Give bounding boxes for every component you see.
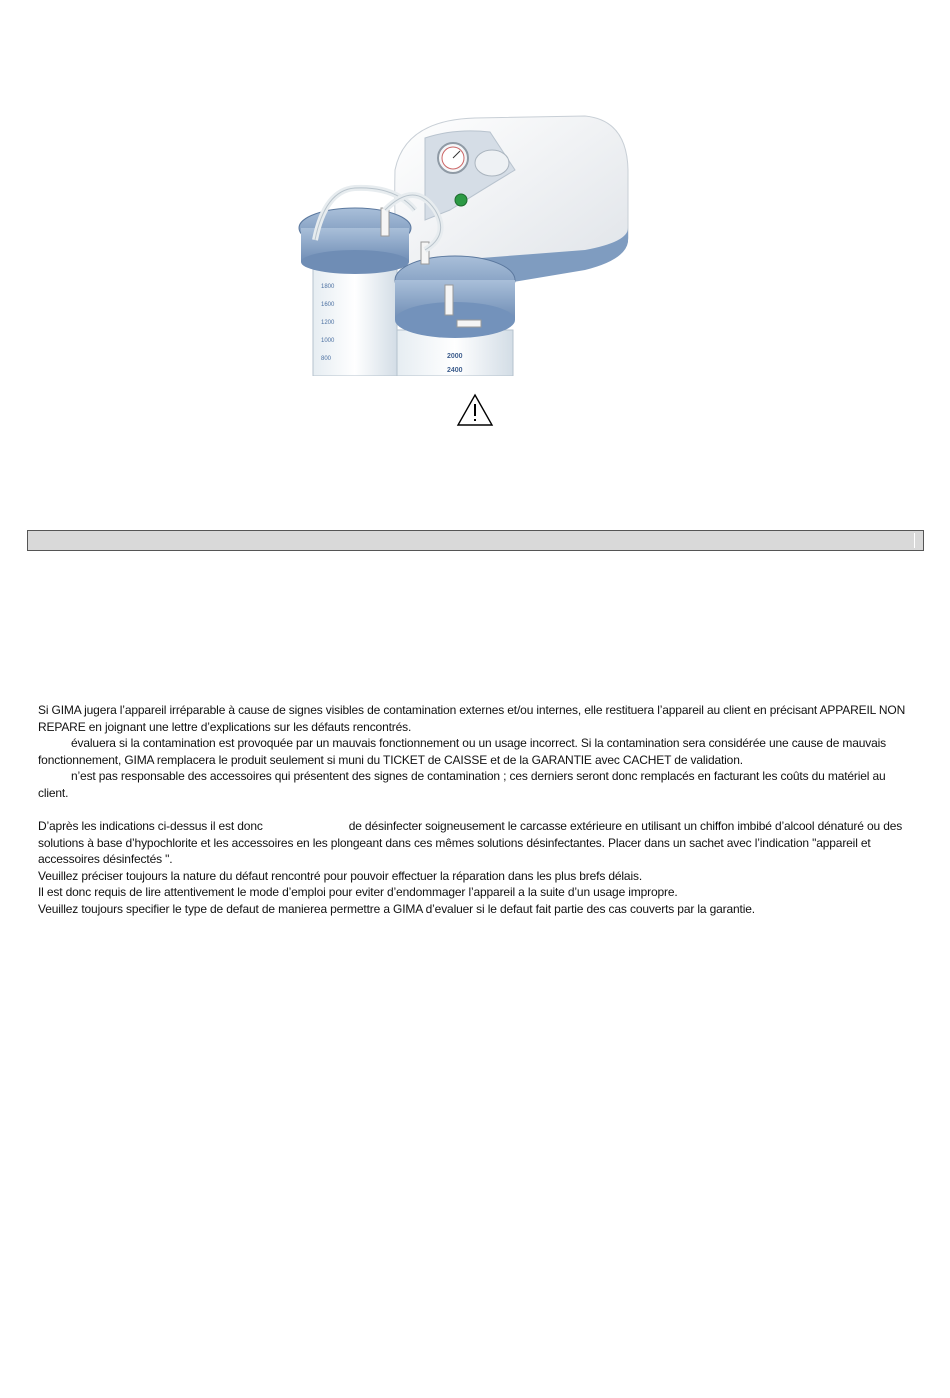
svg-text:2400: 2400 [447,367,463,374]
svg-text:1000: 1000 [321,338,335,344]
notice-paragraph-3 [38,768,918,801]
instructions-paragraph-1-start: D’après les indications ci-dessus il est donc [38,819,263,833]
instructions-paragraph-1 [38,818,918,868]
svg-text:800: 800 [321,356,332,362]
contamination-notice [38,702,918,801]
instructions-paragraph-1-end: de désinfecter soigneusement le carcasse extérieure en utilisant un chiffon imbibé d’alcool dénaturé ou des solutions à base d’hypochlorite et les accessoires en les plongeant dans ces mêmes solutions désinfectantes. Placer dans un sachet avec l’indication "appareil et accessoires désinfectés ". [38,819,903,866]
instructions-paragraph-3: Il est donc requis de lire attentivement le mode d’emploi pour eviter d’endommager l’appareil a la suite d’un usage impropre. [38,885,678,899]
notice-paragraph-2-text: évaluera si la contamination est provoquée par un mauvais fonctionnement ou un usage incorrect. Si la contamination sera considérée une cause de mauvais fonctionnement, GIMA remplacera le produit seulement si muni du TICKET de CAISSE et de la GARANTIE avec CACHET de validation. [38,736,887,767]
instructions-paragraph-2: Veuillez préciser toujours la nature du défaut rencontré pour pouvoir effectuer la réparation dans les plus brefs délais. [38,868,642,883]
notice-paragraph-2 [38,735,918,768]
instructions-paragraph-4: Veuillez toujours specifier le type de defaut de manierea permettre a GIMA d’evaluer si le defaut fait partie des cas couverts par la garantie. [38,901,755,916]
svg-text:2000: 2000 [447,353,463,360]
warning-triangle-icon [456,393,494,427]
product-image [285,110,630,376]
notice-paragraph-1: Si GIMA jugera l’appareil irréparable à cause de signes visibles de contamination externes et/ou internes, elle restituera l’appareil au client en précisant APPAREIL NON REPARE en joignant une lettre d’explications sur les défauts rencontrés. [38,703,906,734]
svg-text:1600: 1600 [321,302,335,308]
svg-text:1200: 1200 [321,320,335,326]
section-header-divider [914,533,915,548]
disinfection-instructions [38,818,918,917]
svg-text:1800: 1800 [321,284,335,290]
section-header-bar [27,530,924,551]
notice-paragraph-3-text: n’est pas responsable des accessoires qui présentent des signes de contamination ; ces derniers seront donc remplacés en facturant les coûts du matériel au client. [38,769,886,800]
